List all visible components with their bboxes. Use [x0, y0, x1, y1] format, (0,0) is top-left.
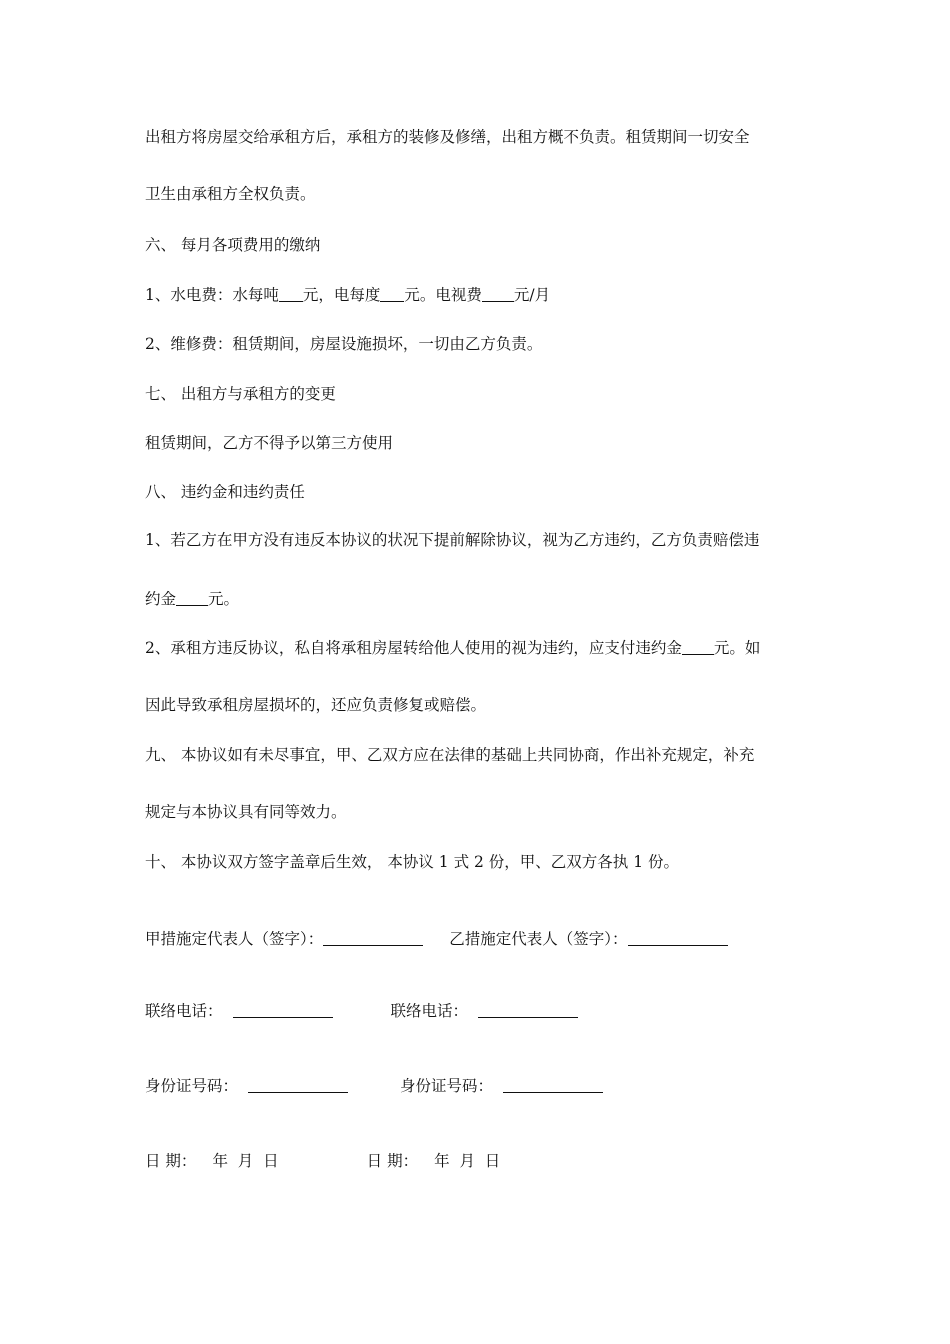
party-b-phone-field[interactable] [478, 1002, 578, 1018]
party-b-id-label: 身份证号码： [400, 1077, 494, 1095]
party-a-phone-field[interactable] [233, 1002, 333, 1018]
party-a-phone-label: 联络电话： [145, 1002, 223, 1020]
phone-row [145, 1000, 578, 1022]
section-9-line-2: 规定与本协议具有同等效力。 [145, 803, 347, 821]
party-b-date-label: 日 期： [366, 1152, 419, 1170]
section-8-item-2-line-2: 因此导致承租房屋损坏的，还应负责修复或赔偿。 [145, 696, 487, 714]
party-b-date-fields[interactable]: 年 月 日 [434, 1152, 501, 1170]
section-8-item-1-line-2 [145, 588, 239, 610]
section-8-title: 八、 违约金和违约责任 [145, 483, 305, 501]
section-8-item-2-line-1 [145, 637, 760, 659]
electricity-fee-label: 元，电每度 [302, 286, 381, 304]
water-fee-blank[interactable] [279, 286, 303, 302]
tv-fee-blank[interactable] [482, 286, 514, 302]
utility-fee-label: 1、水电费：水每吨 [145, 286, 279, 304]
party-a-id-label: 身份证号码： [145, 1077, 239, 1095]
penalty-label: 约金 [145, 590, 177, 608]
sublet-penalty-label: 2、承租方违反协议，私自将承租房屋转给他人使用的视为违约，应支付违约金 [145, 639, 682, 657]
section-8-item-1-line-1: 1、若乙方在甲方没有违反本协议的状况下提前解除协议，视为乙方违约，乙方负责赔偿违 [145, 531, 760, 549]
section-6-item-1 [145, 284, 550, 306]
section-7-title: 七、 出租方与承租方的变更 [145, 385, 336, 403]
electricity-fee-blank[interactable] [380, 286, 404, 302]
date-row [145, 1150, 500, 1172]
party-b-id-field[interactable] [503, 1077, 603, 1093]
penalty-amount-blank[interactable] [176, 590, 208, 606]
tv-fee-unit: 元/月 [513, 286, 551, 304]
party-a-rep-label: 甲措施定代表人（签字）： [145, 930, 324, 948]
id-number-row [145, 1075, 603, 1097]
party-b-signature-field[interactable] [628, 930, 728, 946]
paragraph-1-line-2: 卫生由承租方全权负责。 [145, 185, 316, 203]
party-a-date-fields[interactable]: 年 月 日 [212, 1152, 279, 1170]
tv-fee-label: 元。电视费 [404, 286, 482, 304]
paragraph-1-line-1: 出租方将房屋交给承租方后，承租方的装修及修缮，出租方概不负责。租赁期间一切安全 [145, 128, 750, 146]
party-a-signature-field[interactable] [323, 930, 423, 946]
party-a-date-label: 日 期： [145, 1152, 197, 1170]
party-b-rep-label: 乙措施定代表人（签字）： [449, 930, 628, 948]
section-6-title: 六、 每月各项费用的缴纳 [145, 236, 321, 254]
penalty-unit: 元。 [208, 590, 240, 608]
section-6-item-2: 2、维修费：租赁期间，房屋设施损坏，一切由乙方负责。 [145, 335, 543, 353]
sublet-penalty-unit: 元。如 [713, 639, 761, 657]
section-10: 十、 本协议双方签字盖章后生效， 本协议 1 式 2 份，甲、乙双方各执 1 份。 [145, 853, 680, 871]
sublet-penalty-blank[interactable] [682, 639, 714, 655]
party-a-id-field[interactable] [248, 1077, 348, 1093]
section-7-body: 租赁期间，乙方不得予以第三方使用 [145, 434, 394, 452]
section-9-line-1: 九、 本协议如有未尽事宜，甲、乙双方应在法律的基础上共同协商，作出补充规定，补充 [145, 746, 755, 764]
party-b-phone-label: 联络电话： [390, 1002, 469, 1020]
signature-representatives-row [145, 928, 728, 950]
